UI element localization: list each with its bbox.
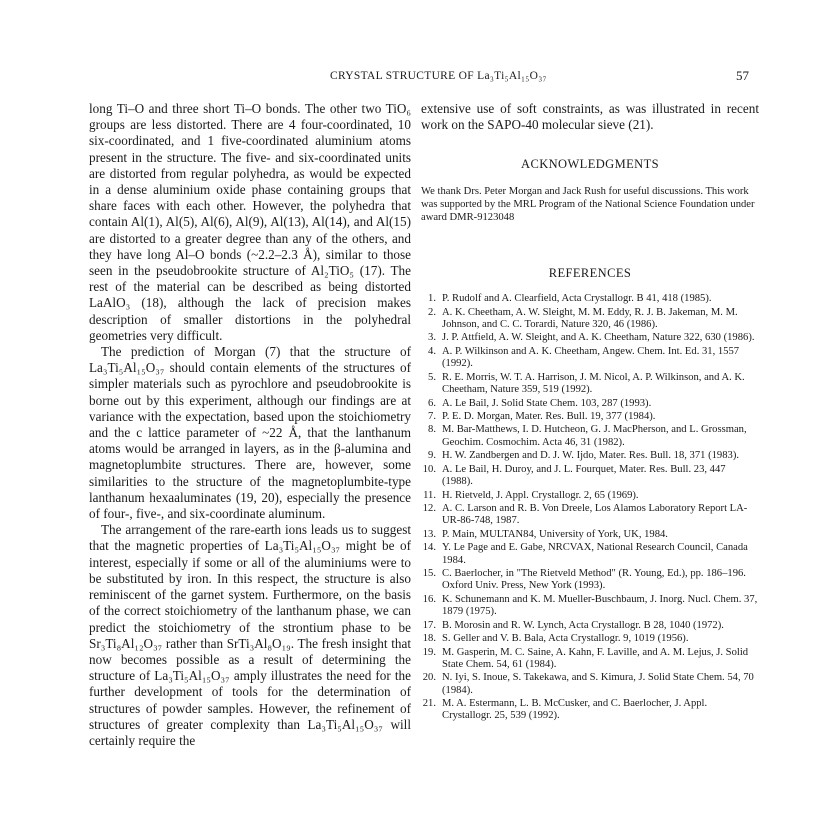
references-list [421, 293, 759, 723]
reference-item [421, 307, 759, 332]
reference-text: P. E. D. Morgan, Mater. Res. Bull. 19, 377 (1984). [442, 410, 656, 422]
reference-text: A. C. Larson and R. B. Von Dreele, Los Alamos Laboratory Report LA-UR-86-748, 1987. [442, 503, 748, 527]
reference-item [421, 542, 759, 567]
reference-item [421, 568, 759, 593]
acknowledgments-heading: ACKNOWLEDGMENTS [521, 157, 659, 172]
reference-number: 20. [422, 672, 436, 684]
reference-number: 1. [428, 293, 436, 305]
reference-text: A. P. Wilkinson and A. K. Cheetham, Angew. Chem. Int. Ed. 31, 1557 (1992). [442, 345, 740, 370]
body-paragraph: long Ti–O and three short Ti–O bonds. The other two TiO₆ groups are less distorted. There are 4 four-coordinated, 10 six-coordinated, and 1 five-coordinated aluminium atoms present in the structure. The five- and six-coordinated units are distorted from regular polyhedra, as would be expected in a dense aluminium oxide phase containing groups that share faces with each other. However, the polyhedra that contain Al(1), Al(5), Al(6), Al(9), Al(13), Al(14), and Al(15) are distorted to a greater degree than any of the others, and they have long Al–O bonds (~2.2–2.3 Å), similar to those seen in the pseudobrookite structure of Al₂TiO₅ (17). The rest of the material can be described as being distorted LaAlO₃ (18), although the lack of precision makes description of smaller distortions in the polyhedral geometries very difficult. [89, 101, 411, 343]
reference-item [421, 698, 759, 723]
reference-text: A. Le Bail, J. Solid State Chem. 103, 287 (1993). [442, 397, 652, 409]
reference-number: 10. [422, 463, 436, 475]
running-head: CRYSTAL STRUCTURE OF La₃Ti₅Al₁₅O₃₇ [330, 70, 547, 82]
reference-text: M. Gasperin, M. C. Saine, A. Kahn, F. Laville, and A. M. Lejus, J. Solid State Chem. 54, 61 (1984). [442, 646, 749, 670]
reference-item [421, 529, 759, 541]
reference-item [421, 450, 759, 462]
body-paragraph-continuation: extensive use of soft constraints, as was illustrated in recent work on the SAPO-40 molecular sieve (21). [421, 101, 759, 133]
reference-number: 6. [428, 397, 436, 409]
reference-number: 19. [422, 646, 436, 658]
reference-item [421, 372, 759, 397]
reference-item [421, 594, 759, 619]
reference-text: Y. Le Page and E. Gabe, NRCVAX, National Research Council, Canada 1984. [442, 542, 748, 566]
reference-number: 7. [428, 410, 436, 422]
reference-number: 3. [428, 332, 436, 344]
reference-number: 13. [422, 528, 436, 540]
reference-number: 14. [422, 542, 436, 554]
reference-item [421, 464, 759, 489]
reference-item [421, 647, 759, 672]
reference-text: P. Rudolf and A. Clearfield, Acta Crystallogr. B 41, 418 (1985). [442, 293, 712, 305]
reference-text: K. Schunemann and K. M. Mueller-Buschbaum, J. Inorg. Nucl. Chem. 37, 1879 (1975). [442, 593, 758, 618]
reference-item [421, 293, 759, 305]
reference-item [421, 346, 759, 371]
reference-number: 5. [428, 371, 436, 383]
reference-text: H. W. Zandbergen and D. J. W. Ijdo, Mater. Res. Bull. 18, 371 (1983). [442, 450, 739, 462]
reference-text: P. Main, MULTAN84, University of York, UK, 1984. [442, 528, 668, 540]
reference-item [421, 332, 759, 344]
left-column [89, 101, 411, 749]
reference-item [421, 490, 759, 502]
reference-item [421, 411, 759, 423]
reference-number: 9. [428, 450, 436, 462]
reference-number: 12. [422, 503, 436, 514]
reference-text: M. Bar-Matthews, I. D. Hutcheon, G. J. MacPherson, and L. Grossman, Geochim. Cosmochim. Acta 46, 31 (1982). [442, 424, 747, 448]
page-number: 57 [736, 68, 749, 83]
reference-text: S. Geller and V. B. Bala, Acta Crystallogr. 9, 1019 (1956). [442, 633, 689, 645]
reference-number: 2. [428, 306, 436, 318]
reference-number: 18. [422, 633, 436, 645]
reference-number: 21. [422, 698, 436, 710]
right-column [421, 101, 759, 724]
reference-number: 11. [423, 489, 436, 501]
reference-text: B. Morosin and R. W. Lynch, Acta Crystallogr. B 28, 1040 (1972). [442, 619, 724, 631]
reference-text: A. K. Cheetham, A. W. Sleight, M. M. Eddy, R. J. B. Jakeman, M. M. Johnson, and C. C. Torardi, Nature 320, 46 (1986). [442, 306, 738, 330]
reference-number: 4. [428, 345, 436, 357]
reference-text: M. A. Estermann, L. B. McCusker, and C. Baerlocher, J. Appl. Crystallogr. 25, 539 (1992). [442, 698, 708, 722]
reference-text: H. Rietveld, J. Appl. Crystallogr. 2, 65 (1969). [442, 489, 639, 501]
reference-item [421, 672, 759, 697]
acknowledgments-text: We thank Drs. Peter Morgan and Jack Rush for useful discussions. This work was supported by the MRL Program of the National Science Foundation under award DMR-9123048 [421, 186, 755, 223]
reference-text: R. E. Morris, W. T. A. Harrison, J. M. Nicol, A. P. Wilkinson, and A. K. Cheetham, Nature 359, 519 (1992). [442, 371, 745, 396]
reference-number: 15. [422, 568, 436, 580]
reference-item [421, 503, 759, 528]
reference-number: 16. [422, 593, 436, 605]
reference-text: N. Iyi, S. Inoue, S. Takekawa, and S. Kimura, J. Solid State Chem. 54, 70 (1984). [442, 672, 754, 696]
reference-item [421, 633, 759, 645]
body-paragraph: The arrangement of the rare-earth ions leads us to suggest that the magnetic properties of La₃Ti₅Al₁₅O₃₇ might be of interest, especially if some or all of the aluminiums were to be substituted by iron. In this respect, the structure is also reminiscent of the garnet system. Furthermore, on the basis of the correct stoichiometry of the lanthanum phase, we can predict the stoichiometry of the strontium phase to be Sr₃Ti₈Al₁₂O₃₇ rather than SrTi₃Al₈O₁₉. The fresh insight that now becomes possible as a result of determining the structure of La₃Ti₅Al₁₅O₃₇ amply illustrates the need for the further development of tools for the determination of structures of powder samples. However, the refinement of structures of greater complexity than La₃Ti₅Al₁₅O₃₇ will certainly require the [89, 522, 411, 748]
reference-item [421, 620, 759, 632]
reference-item [421, 424, 759, 449]
reference-item [421, 398, 759, 410]
reference-number: 8. [428, 424, 436, 436]
reference-text: J. P. Attfield, A. W. Sleight, and A. K. Cheetham, Nature 322, 630 (1986). [442, 332, 755, 344]
body-paragraph: The prediction of Morgan (7) that the structure of La₃Ti₅Al₁₅O₃₇ should contain elements of the structures of simpler materials such as pyrochlore and pseudobrookite is borne out by this experiment, although our findings are at variance with the expectation, based upon the stoichiometry and the c lattice parameter of ~22 Å, that the lanthanum atoms would be arranged in layers, as in the β-alumina and magnetoplumbite structures. There are, however, some similarities to the structure of the magnetoplumbite-type lanthanum hexaaluminates (19, 20), especially the presence of four-, five-, and six-coordinate aluminum. [89, 344, 411, 522]
reference-text: C. Baerlocher, in "The Rietveld Method" (R. Young, Ed.), pp. 186–196. Oxford Univ. Press, New York (1993). [442, 568, 746, 592]
reference-text: A. Le Bail, H. Duroy, and J. L. Fourquet, Mater. Res. Bull. 23, 447 (1988). [442, 463, 726, 488]
references-heading: REFERENCES [548, 266, 632, 281]
reference-number: 17. [422, 619, 436, 631]
